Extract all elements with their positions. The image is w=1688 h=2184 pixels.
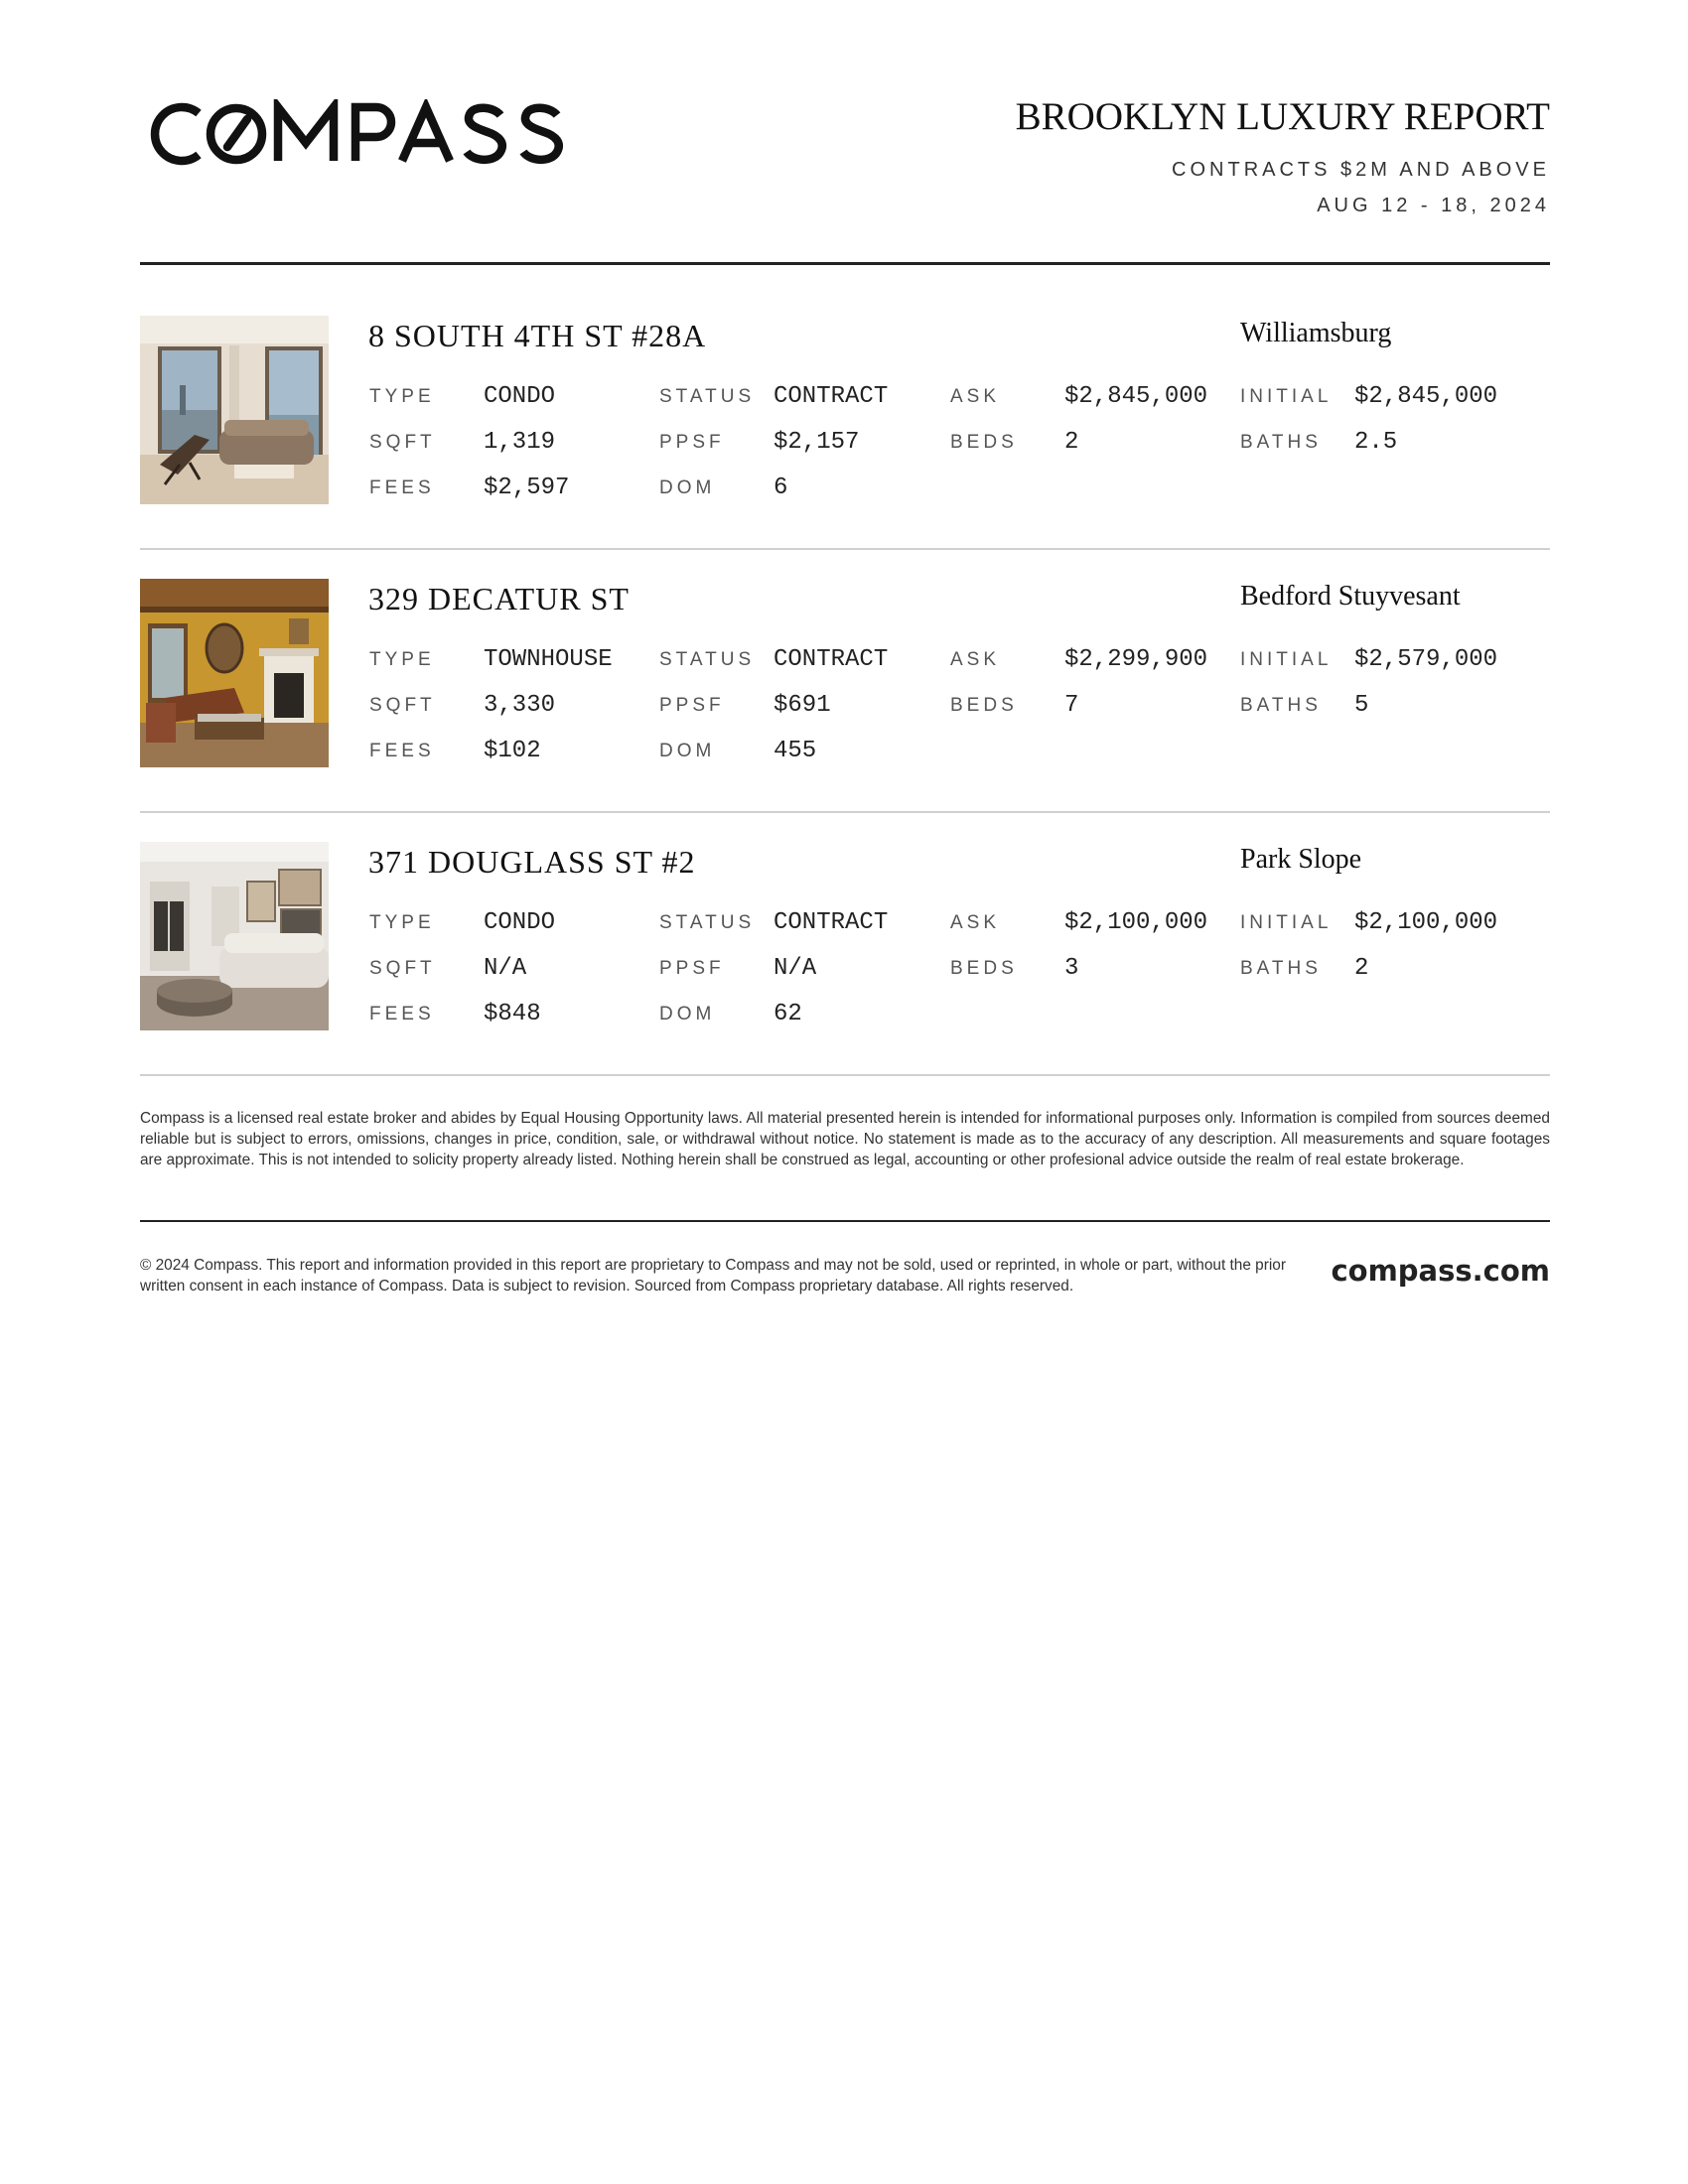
dom-value: 455 (774, 738, 817, 764)
white-sofa-living-room-photo (140, 842, 329, 1030)
ask-label: ASK (950, 912, 1001, 933)
fees-value: $102 (484, 738, 541, 764)
sqft-label: SQFT (369, 958, 436, 979)
dom-value: 6 (774, 475, 788, 501)
report-header (1016, 97, 1550, 215)
listing-divider (140, 1074, 1550, 1076)
ask-value: $2,845,000 (1064, 383, 1208, 410)
baths-value: 2.5 (1354, 429, 1398, 456)
listing-card (140, 579, 1550, 767)
listing-card (140, 842, 1550, 1030)
baths-label: BATHS (1240, 958, 1322, 979)
baths-label: BATHS (1240, 432, 1322, 453)
fees-label: FEES (369, 741, 435, 761)
website-link[interactable]: compass.com (1331, 1254, 1550, 1288)
legal-disclaimer: Compass is a licensed real estate broker and abides by Equal Housing Opportunity laws. All material presented herein is intended for informational purposes only. Information is compiled from sources deemed reliable but is subject to errors, omissions, changes in price, condition, sale, or withdrawal without notice. No statement is made as to the accuracy of any description. All measurements and square footages are approximate. This is not intended to solicity property already listed. Nothing herein shall be construed as legal, accounting or other profesional advice outside the realm of real estate brokerage. (140, 1110, 1550, 1168)
listing-card (140, 316, 1550, 504)
fees-value: $2,597 (484, 475, 570, 501)
sqft-value: 1,319 (484, 429, 556, 456)
type-value: TOWNHOUSE (484, 646, 613, 673)
status-value: CONTRACT (774, 909, 889, 936)
baths-value: 2 (1354, 955, 1369, 982)
beds-label: BEDS (950, 958, 1018, 979)
sqft-label: SQFT (369, 695, 436, 716)
baths-value: 5 (1354, 692, 1369, 719)
status-value: CONTRACT (774, 646, 889, 673)
dom-label: DOM (659, 1004, 716, 1024)
ask-label: ASK (950, 649, 1001, 670)
header-divider (140, 262, 1550, 265)
dom-label: DOM (659, 478, 716, 498)
compass-logo (142, 99, 569, 169)
initial-label: INITIAL (1240, 386, 1333, 407)
footer-divider (140, 1220, 1550, 1222)
status-value: CONTRACT (774, 383, 889, 410)
sqft-value: N/A (484, 955, 527, 982)
dom-label: DOM (659, 741, 716, 761)
initial-value: $2,845,000 (1354, 383, 1498, 410)
ppsf-label: PPSF (659, 695, 725, 716)
listing-neighborhood: Bedford Stuyvesant (1240, 581, 1461, 612)
copyright-notice: © 2024 Compass. This report and information provided in this report are proprietary to Compass and may not be sold, used or reprinted, in whole or part, without the prior written consent in each instance of Compass. Data is subject to revision. Sourced from Compass proprietary database. All rights reserved. (140, 1257, 1286, 1295)
listing-neighborhood: Park Slope (1240, 844, 1362, 875)
listing-address: 8 SOUTH 4TH ST #28A (368, 318, 707, 353)
initial-label: INITIAL (1240, 649, 1333, 670)
ppsf-value: N/A (774, 955, 817, 982)
ask-value: $2,100,000 (1064, 909, 1208, 936)
listing-address: 329 DECATUR ST (368, 581, 630, 616)
type-label: TYPE (369, 912, 435, 933)
beds-value: 3 (1064, 955, 1079, 982)
dom-value: 62 (774, 1001, 802, 1027)
listing-divider (140, 548, 1550, 550)
compass-logo-mark (142, 99, 569, 169)
ask-label: ASK (950, 386, 1001, 407)
report-subtitle: CONTRACTS $2M AND ABOVE (1172, 159, 1550, 181)
ppsf-label: PPSF (659, 432, 725, 453)
fees-label: FEES (369, 478, 435, 498)
listing-address: 371 DOUGLASS ST #2 (368, 844, 696, 880)
sqft-label: SQFT (369, 432, 436, 453)
listing-neighborhood: Williamsburg (1240, 318, 1392, 348)
report-title: BROOKLYN LUXURY REPORT (1015, 95, 1550, 138)
beds-label: BEDS (950, 695, 1018, 716)
fees-value: $848 (484, 1001, 541, 1027)
parlor-fireplace-photo (140, 579, 329, 767)
type-value: CONDO (484, 383, 556, 410)
status-label: STATUS (659, 912, 756, 933)
initial-value: $2,100,000 (1354, 909, 1498, 936)
sqft-value: 3,330 (484, 692, 556, 719)
baths-label: BATHS (1240, 695, 1322, 716)
listing-divider (140, 811, 1550, 813)
ask-value: $2,299,900 (1064, 646, 1208, 673)
status-label: STATUS (659, 649, 756, 670)
type-label: TYPE (369, 649, 435, 670)
ppsf-label: PPSF (659, 958, 725, 979)
report-page (140, 0, 1550, 2184)
initial-value: $2,579,000 (1354, 646, 1498, 673)
status-label: STATUS (659, 386, 756, 407)
ppsf-value: $691 (774, 692, 831, 719)
type-label: TYPE (369, 386, 435, 407)
initial-label: INITIAL (1240, 912, 1333, 933)
ppsf-value: $2,157 (774, 429, 860, 456)
living-room-window-view-photo (140, 316, 329, 504)
type-value: CONDO (484, 909, 556, 936)
beds-value: 2 (1064, 429, 1079, 456)
beds-value: 7 (1064, 692, 1079, 719)
report-date-range: AUG 12 - 18, 2024 (1317, 195, 1550, 216)
beds-label: BEDS (950, 432, 1018, 453)
fees-label: FEES (369, 1004, 435, 1024)
